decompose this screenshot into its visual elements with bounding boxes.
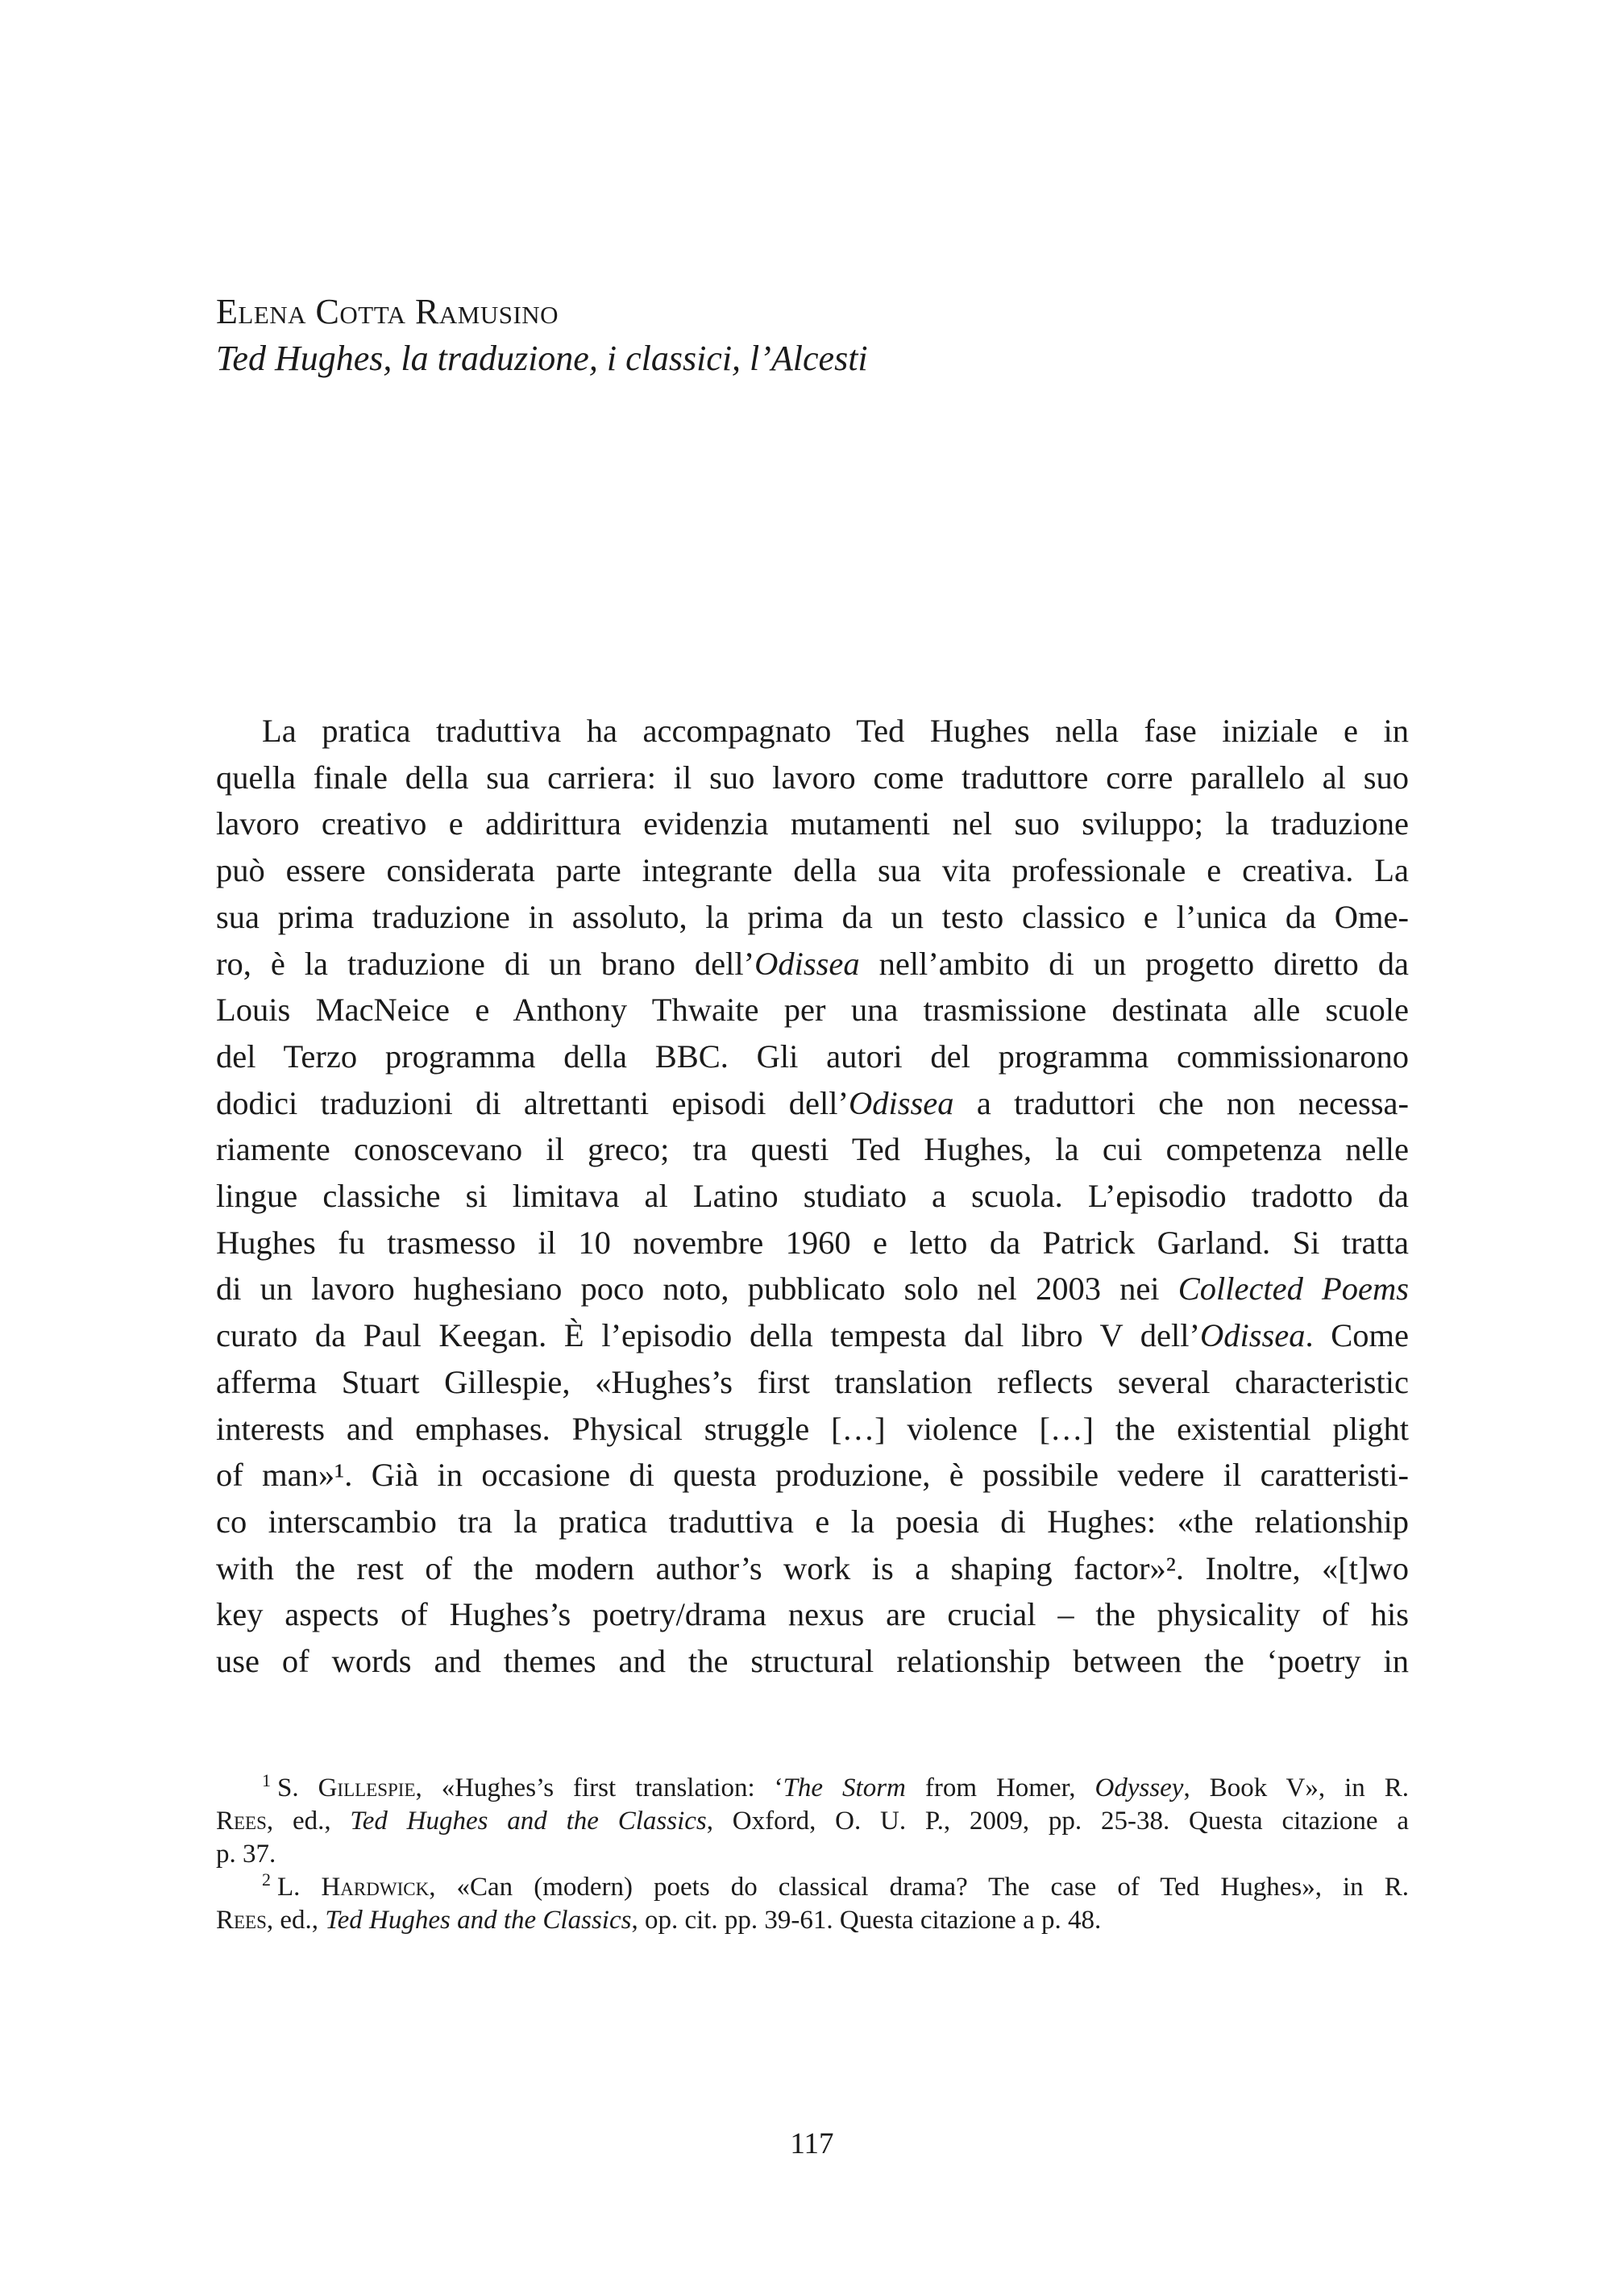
body-line: quella finale della sua carriera: il suo lavoro come traduttore corre parallelo al suo xyxy=(216,759,1409,796)
body-line: co interscambio tra la pratica traduttiva e la poesia di Hughes: «the relationship xyxy=(216,1503,1409,1540)
body-line: afferma Stuart Gillespie, «Hughes’s first translation reflects several characteristic xyxy=(216,1363,1409,1400)
body-line: di un lavoro hughesiano poco noto, pubblicato solo nel 2003 nei Collected Poems xyxy=(216,1270,1410,1308)
body-line: curato da Paul Keegan. È l’episodio della tempesta dal libro V dell’Odissea. Come xyxy=(216,1317,1409,1354)
page-number: 117 xyxy=(790,2127,834,2160)
body-line: key aspects of Hughes’s poetry/drama nexus are crucial – the physicality of his xyxy=(216,1596,1409,1633)
body-line: Louis MacNeice e Anthony Thwaite per una trasmissione destinata alle scuole xyxy=(216,992,1409,1029)
body-line: use of words and themes and the structural relationship between the ‘poetry in xyxy=(216,1643,1409,1680)
body-line: La pratica traduttiva ha accompagnato Ted Hughes nella fase iniziale e in xyxy=(262,713,1409,749)
body-line: interests and emphases. Physical struggle […] violence […] the existential plight xyxy=(216,1410,1409,1447)
footnote-number: 2 xyxy=(262,1869,271,1890)
body-line: Hughes fu trasmesso il 10 novembre 1960 e letto da Patrick Garland. Si tratta xyxy=(216,1224,1409,1261)
body-line: with the rest of the modern author’s work is a shaping factor»². Inoltre, «[t]wo xyxy=(216,1549,1409,1586)
body-line: sua prima traduzione in assoluto, la prima da un testo classico e l’unica da Ome- xyxy=(216,898,1409,935)
footnote-author: Hardwick xyxy=(321,1873,430,1902)
article-header xyxy=(216,289,1409,382)
article-title: Ted Hughes, la traduzione, i classici, l’Alcesti xyxy=(216,339,868,378)
body-line: può essere considerata parte integrante della sua vita professionale e creativa. La xyxy=(216,852,1409,889)
author-name: Elena Cotta Ramusino xyxy=(216,292,559,331)
body-line: del Terzo programma della BBC. Gli autori del programma commissionarono xyxy=(216,1037,1409,1075)
footnotes xyxy=(216,1772,1409,1937)
footnote-2 xyxy=(216,1871,1409,1937)
footnote-editor: Rees xyxy=(216,1807,267,1836)
footnote-line: Rees, ed., Ted Hughes and the Classics, op. cit. pp. 39-61. Questa citazione a p. 48. xyxy=(216,1906,1102,1935)
footnote-line: $^2$ L. Hardwick, «Can (modern) poets do classical drama? The case of Ted Hughes», in R. xyxy=(262,1869,1409,1902)
body-paragraph xyxy=(216,708,1409,1685)
footnote-author: Gillespie xyxy=(318,1773,416,1802)
body-line: dodici traduzioni di altrettanti episodi dell’Odissea a traduttori che non necessa- xyxy=(216,1084,1409,1121)
footnote-line: p. 37. xyxy=(216,1840,276,1869)
body-line: lavoro creativo e addirittura evidenzia mutamenti nel suo sviluppo; la traduzione xyxy=(216,805,1409,842)
footnote-editor: Rees xyxy=(216,1906,267,1935)
footnote-line: Rees, ed., Ted Hughes and the Classics, Oxford, O. U. P., 2009, pp. 25-38. Questa citazione a xyxy=(216,1807,1409,1836)
body-line: lingue classiche si limitava al Latino studiato a scuola. L’episodio tradotto da xyxy=(216,1178,1409,1215)
footnote-1 xyxy=(216,1772,1409,1871)
footnote-line: $^1$ S. Gillespie, «Hughes’s first translation: ‘The Storm from Homer, Odyssey, Book V», in R. xyxy=(262,1770,1409,1802)
body-line: ro, è la traduzione di un brano dell’Odissea nell’ambito di un progetto diretto da xyxy=(216,945,1409,982)
footnote-number: 1 xyxy=(262,1770,271,1790)
body-line: of man»¹. Già in occasione di questa produzione, è possibile vedere il caratteristi- xyxy=(216,1457,1409,1494)
body-line: riamente conoscevano il greco; tra questi Ted Hughes, la cui competenza nelle xyxy=(216,1131,1409,1168)
